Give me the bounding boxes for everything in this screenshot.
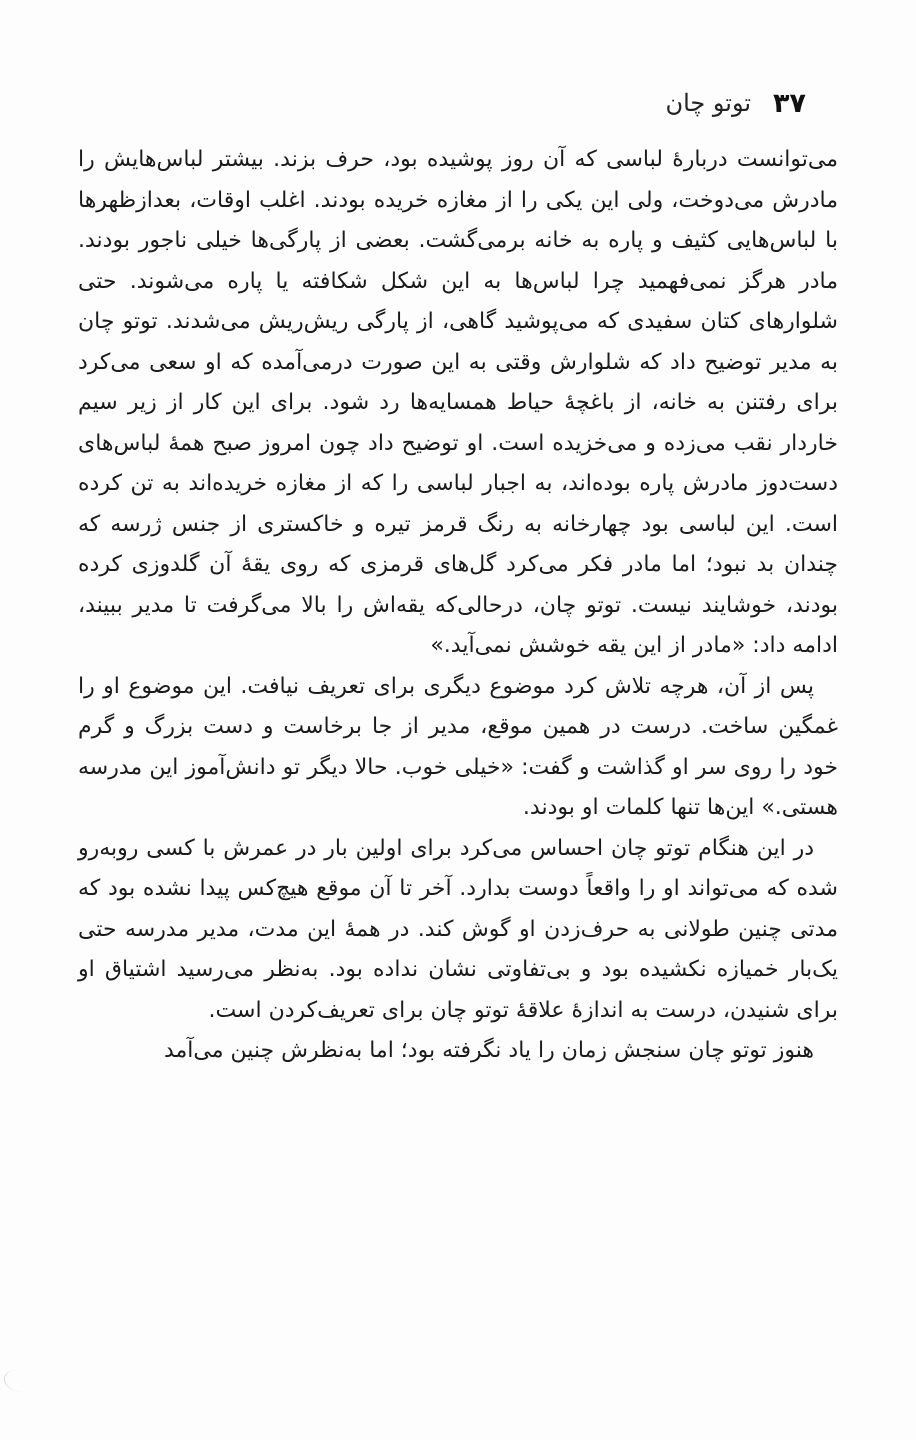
paragraph: در این هنگام توتو چان احساس می‌کرد برای اولین بار در عمرش با کسی روبه‌رو شده که می‌تواند او را واقعاً دوست بدارد. آخر تا آن موقع هیچ‌کس پیدا نشده بود که مدتی چنین طولانی به حرف‌زدن او گوش کند. در همهٔ این مدت، مدیر مدرسه حتی یک‌بار خمیازه نکشیده بود و بی‌تفاوتی نشان نداده بود. به‌نظر می‌رسید اشتیاق او برای شنیدن، درست به اندازهٔ علاقهٔ توتو چان برای تعریف‌کردن است. [78, 835, 838, 1023]
page-header [110, 78, 806, 128]
paragraph: پس از آن، هرچه تلاش کرد موضوع دیگری برای تعریف نیافت. این موضوع او را غمگین ساخت. درست در همین موقع، مدیر از جا برخاست و دست بزرگ و گرم خود را روی سر او گذاشت و گفت: «خیلی خوب. حالا دیگر تو دانش‌آموز این مدرسه هستی.» این‌ها تنها کلمات او بودند. [78, 673, 838, 820]
body-text [78, 140, 838, 1072]
paragraph: می‌توانست دربارهٔ لباسی که آن روز پوشیده بود، حرف بزند. بیشتر لباس‌هایش را مادرش می‌دوخت، ولی این یکی را از مغازه خریده بودند. اغلب اوقات، بعدازظهرها با لباس‌هایی کثیف و پاره به خانه برمی‌گشت. بعضی از پارگی‌ها خیلی ناجور بودند. مادر هرگز نمی‌فهمید چرا لباس‌ها به این شکل شکافته یا پاره می‌شوند. حتی شلوارهای کتان سفیدی که می‌پوشید گاهی، از پارگی ریش‌ریش می‌شدند. توتو چان به مدیر توضیح داد که شلوارش وقتی به این صورت درمی‌آمده که او سعی می‌کرد برای رفتنن به خانه، از باغچهٔ حیاط همسایه‌ها رد شود. برای این کار از زیر سیم خاردار نقب می‌زده و می‌خزیده است. او توضیح داد چون امروز صبح همهٔ لباس‌های دست‌دوز مادرش پاره بوده‌اند، به اجبار لباسی را که از مغازه خریده‌اند به تن کرده است. این لباسی بود چهارخانه به رنگ قرمز تیره و خاکستری از جنس ژرسه که چندان بد نبود؛ اما مادر فکر می‌کرد گل‌های قرمزی که روی یقهٔ آن گلدوزی کرده بودند، خوشایند نیست. توتو چان، درحالی‌که یقه‌اش را بالا می‌گرفت تا مدیر ببیند، ادامه داد: «مادر از این یقه خوشش نمی‌آید.» [78, 147, 838, 658]
running-title: توتو چان [665, 89, 752, 117]
paragraph: هنوز توتو چان سنجش زمان را یاد نگرفته بود؛ اما به‌نظرش چنین می‌آمد [163, 1038, 814, 1063]
page-edge-mark [4, 1370, 35, 1392]
page-number: ۳۷ [773, 87, 806, 119]
